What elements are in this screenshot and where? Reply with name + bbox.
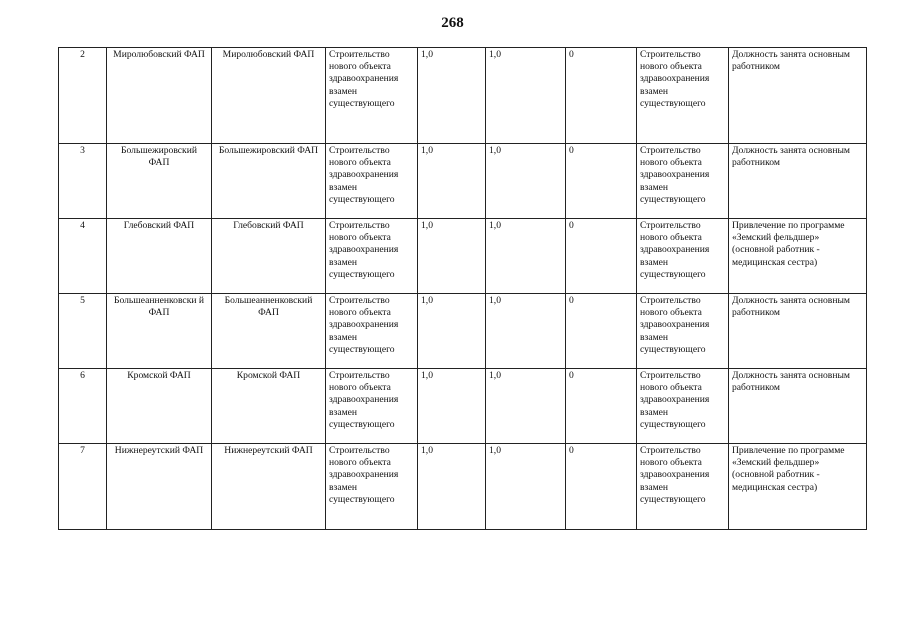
value-3: 0: [566, 369, 637, 444]
value-2: 1,0: [486, 369, 566, 444]
value-2: 1,0: [486, 444, 566, 530]
planned-action: Строительство нового объекта здравоохранения взамен существующего: [326, 369, 418, 444]
value-1: 1,0: [418, 48, 486, 144]
value-2: 1,0: [486, 219, 566, 294]
value-2: 1,0: [486, 294, 566, 369]
facility-name: Кромской ФАП: [107, 369, 212, 444]
row-number: 4: [59, 219, 107, 294]
planned-action-2: Строительство нового объекта здравоохранения взамен существующего: [637, 144, 729, 219]
planned-action: Строительство нового объекта здравоохранения взамен существующего: [326, 444, 418, 530]
table-row: [59, 219, 867, 294]
facility-name-new: Миролюбовский ФАП: [212, 48, 326, 144]
value-2: 1,0: [486, 144, 566, 219]
value-3: 0: [566, 219, 637, 294]
staffing-note: Должность занята основным работником: [729, 144, 867, 219]
table-row: [59, 444, 867, 530]
value-3: 0: [566, 294, 637, 369]
planned-action: Строительство нового объекта здравоохранения взамен существующего: [326, 48, 418, 144]
table-row: [59, 48, 867, 144]
facility-name: Миролюбовский ФАП: [107, 48, 212, 144]
value-1: 1,0: [418, 294, 486, 369]
planned-action-2: Строительство нового объекта здравоохранения взамен существующего: [637, 444, 729, 530]
value-2: 1,0: [486, 48, 566, 144]
value-3: 0: [566, 444, 637, 530]
facility-name-new: Глебовский ФАП: [212, 219, 326, 294]
table-row: [59, 144, 867, 219]
table-row: [59, 369, 867, 444]
value-1: 1,0: [418, 369, 486, 444]
facility-name-new: Нижнереутский ФАП: [212, 444, 326, 530]
planned-action-2: Строительство нового объекта здравоохранения взамен существующего: [637, 219, 729, 294]
facility-name: Глебовский ФАП: [107, 219, 212, 294]
staffing-note: Привлечение по программе «Земский фельдшер» (основной работник - медицинская сестра): [729, 219, 867, 294]
facility-name: Большежировский ФАП: [107, 144, 212, 219]
value-1: 1,0: [418, 144, 486, 219]
value-3: 0: [566, 144, 637, 219]
facilities-table: [58, 47, 867, 530]
table-row: [59, 294, 867, 369]
facility-name-new: Кромской ФАП: [212, 369, 326, 444]
value-1: 1,0: [418, 444, 486, 530]
value-1: 1,0: [418, 219, 486, 294]
staffing-note: Должность занята основным работником: [729, 48, 867, 144]
row-number: 5: [59, 294, 107, 369]
planned-action-2: Строительство нового объекта здравоохранения взамен существующего: [637, 48, 729, 144]
value-3: 0: [566, 48, 637, 144]
staffing-note: Должность занята основным работником: [729, 369, 867, 444]
facility-name-new: Большеанненковский ФАП: [212, 294, 326, 369]
planned-action: Строительство нового объекта здравоохранения взамен существующего: [326, 294, 418, 369]
facility-name-new: Большежировский ФАП: [212, 144, 326, 219]
planned-action-2: Строительство нового объекта здравоохранения взамен существующего: [637, 294, 729, 369]
planned-action: Строительство нового объекта здравоохранения взамен существующего: [326, 219, 418, 294]
facility-name: Нижнереутский ФАП: [107, 444, 212, 530]
planned-action: Строительство нового объекта здравоохранения взамен существующего: [326, 144, 418, 219]
staffing-note: Привлечение по программе «Земский фельдшер» (основной работник - медицинская сестра): [729, 444, 867, 530]
page-number: 268: [441, 15, 464, 31]
row-number: 7: [59, 444, 107, 530]
row-number: 2: [59, 48, 107, 144]
planned-action-2: Строительство нового объекта здравоохранения взамен существующего: [637, 369, 729, 444]
staffing-note: Должность занята основным работником: [729, 294, 867, 369]
row-number: 6: [59, 369, 107, 444]
row-number: 3: [59, 144, 107, 219]
facility-name: Большеанненковски й ФАП: [107, 294, 212, 369]
